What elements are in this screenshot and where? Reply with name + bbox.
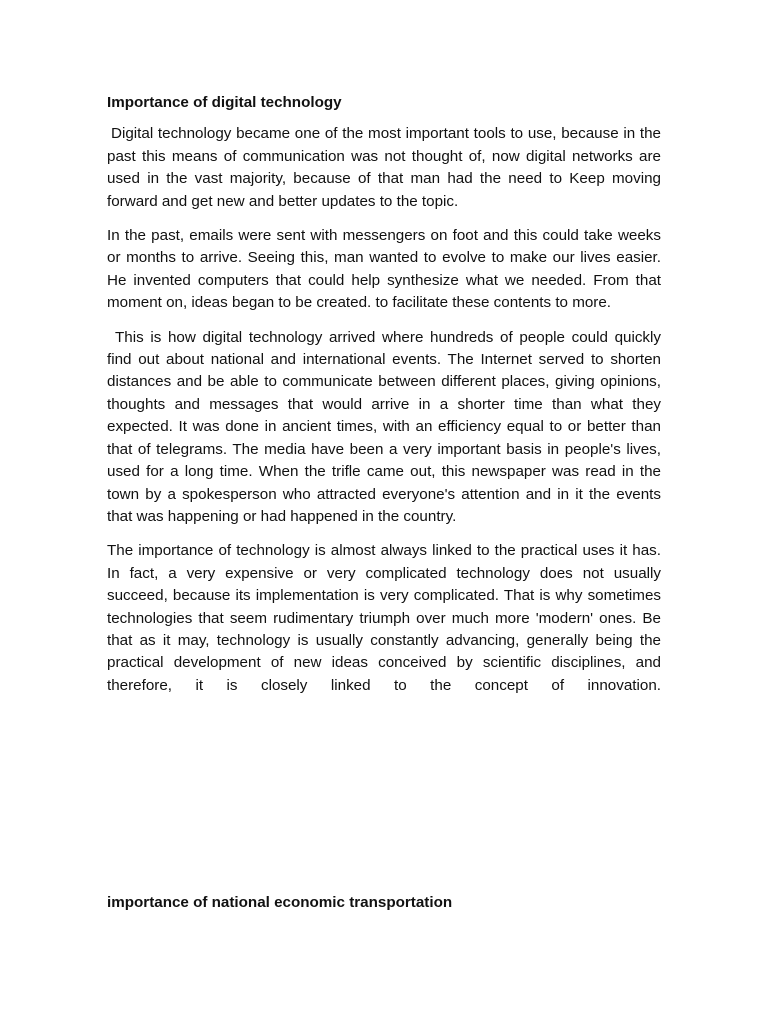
paragraph-3: This is how digital technology arrived where hundreds of people could quickly find out about national and international events. The Internet served to shorten distances and be able to communicate between different places, giving opinions, thoughts and messages that would arrive in a shorter time than what they expected. It was done in ancient times, with an efficiency equal to or better than that of telegrams. The media have been a very important basis in people's lives, used for a long time. When the trifle came out, this newspaper was read in the town by a spokesperson who attracted everyone's attention and in it the events that was happening or had happened in the country. bbox=[107, 328, 661, 525]
section-heading-economic-transportation: importance of national economic transportation bbox=[107, 894, 453, 911]
section-heading-digital-technology: Importance of digital technology bbox=[107, 94, 342, 111]
paragraph-4: The importance of technology is almost always linked to the practical uses it has. In fact, a very expensive or very complicated technology does not usually succeed, because its implementation is very complicated. That is why sometimes technologies that seem rudimentary triumph over much more 'modern' ones. Be that as it may, technology is usually constantly advancing, generally being the practical development of new ideas conceived by scientific disciplines, and therefore, it is closely linked to the concept of innovation. bbox=[107, 542, 661, 694]
paragraph-2: In the past, emails were sent with messengers on foot and this could take weeks or months to arrive. Seeing this, man wanted to evolve to make our lives easier. He invented computers that could help synthesize what we needed. From that moment on, ideas began to be created. to facilitate these contents to more. bbox=[107, 227, 661, 312]
paragraph-1: Digital technology became one of the most important tools to use, because in the past this means of communication was not thought of, now digital networks are used in the vast majority, because of that man had the need to Keep moving forward and get new and better updates to the topic. bbox=[107, 125, 661, 210]
document-body bbox=[107, 92, 661, 697]
